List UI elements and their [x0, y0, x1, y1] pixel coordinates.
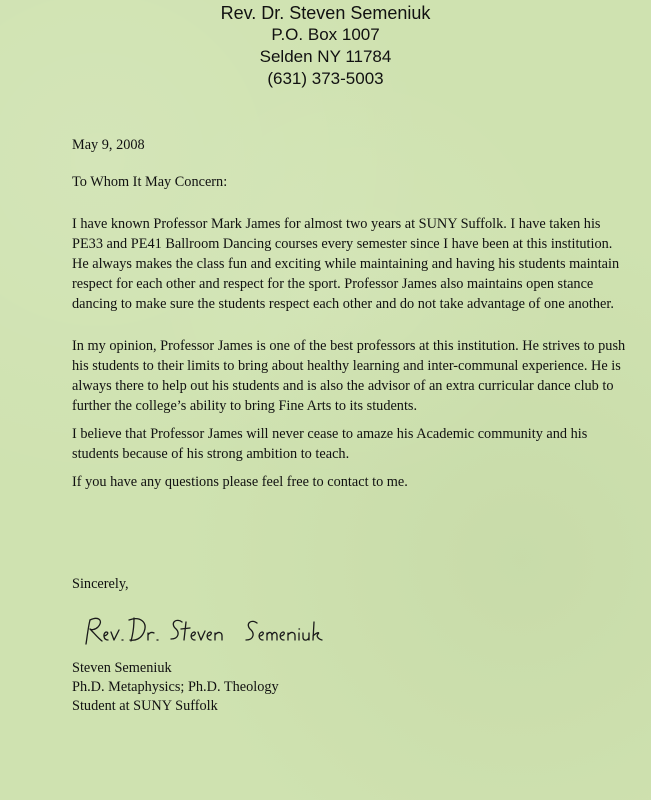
signer-block	[72, 659, 632, 716]
signer-credentials: Ph.D. Metaphysics; Ph.D. Theology	[72, 679, 279, 695]
body-paragraph-3: I believe that Professor James will never cease to amaze his Academic community and his students because of his strong ambition to teach.	[72, 426, 588, 462]
sender-name: Rev. Dr. Steven Semeniuk	[220, 3, 431, 23]
body-paragraph-1: I have known Professor Mark James for almost two years at SUNY Suffolk. I have taken his PE33 and PE41 Ballroom Dancing courses every semester since I have been at this institution. He always makes the class fun and exciting while maintaining and having his students maintain respect for each other and respect for the sport. Professor James also maintains open stance dancing to make sure the students respect each other and do not take advantage of one another.	[72, 216, 620, 312]
letter-date: May 9, 2008	[72, 137, 145, 153]
handwritten-signature	[82, 608, 382, 658]
body-paragraph-2: In my opinion, Professor James is one of the best professors at this institution. He strives to push his students to their limits to bring about healthy learning and inter-communal experience. He is always there to help out his students and is also the advisor of an extra curricular dance club to further the college’s ability to bring Fine Arts to its students.	[72, 338, 626, 414]
signer-name: Steven Semeniuk	[72, 660, 172, 676]
sender-phone: (631) 373-5003	[267, 69, 384, 88]
salutation: To Whom It May Concern:	[72, 174, 228, 190]
sender-address-line1: P.O. Box 1007	[271, 25, 380, 44]
signature-image	[82, 608, 382, 658]
closing: Sincerely,	[72, 576, 129, 592]
sender-address-line2: Selden NY 11784	[259, 47, 392, 66]
signer-title: Student at SUNY Suffolk	[72, 698, 218, 714]
letterhead	[0, 2, 651, 90]
body-paragraph-4: If you have any questions please feel free to contact to me.	[72, 474, 408, 490]
